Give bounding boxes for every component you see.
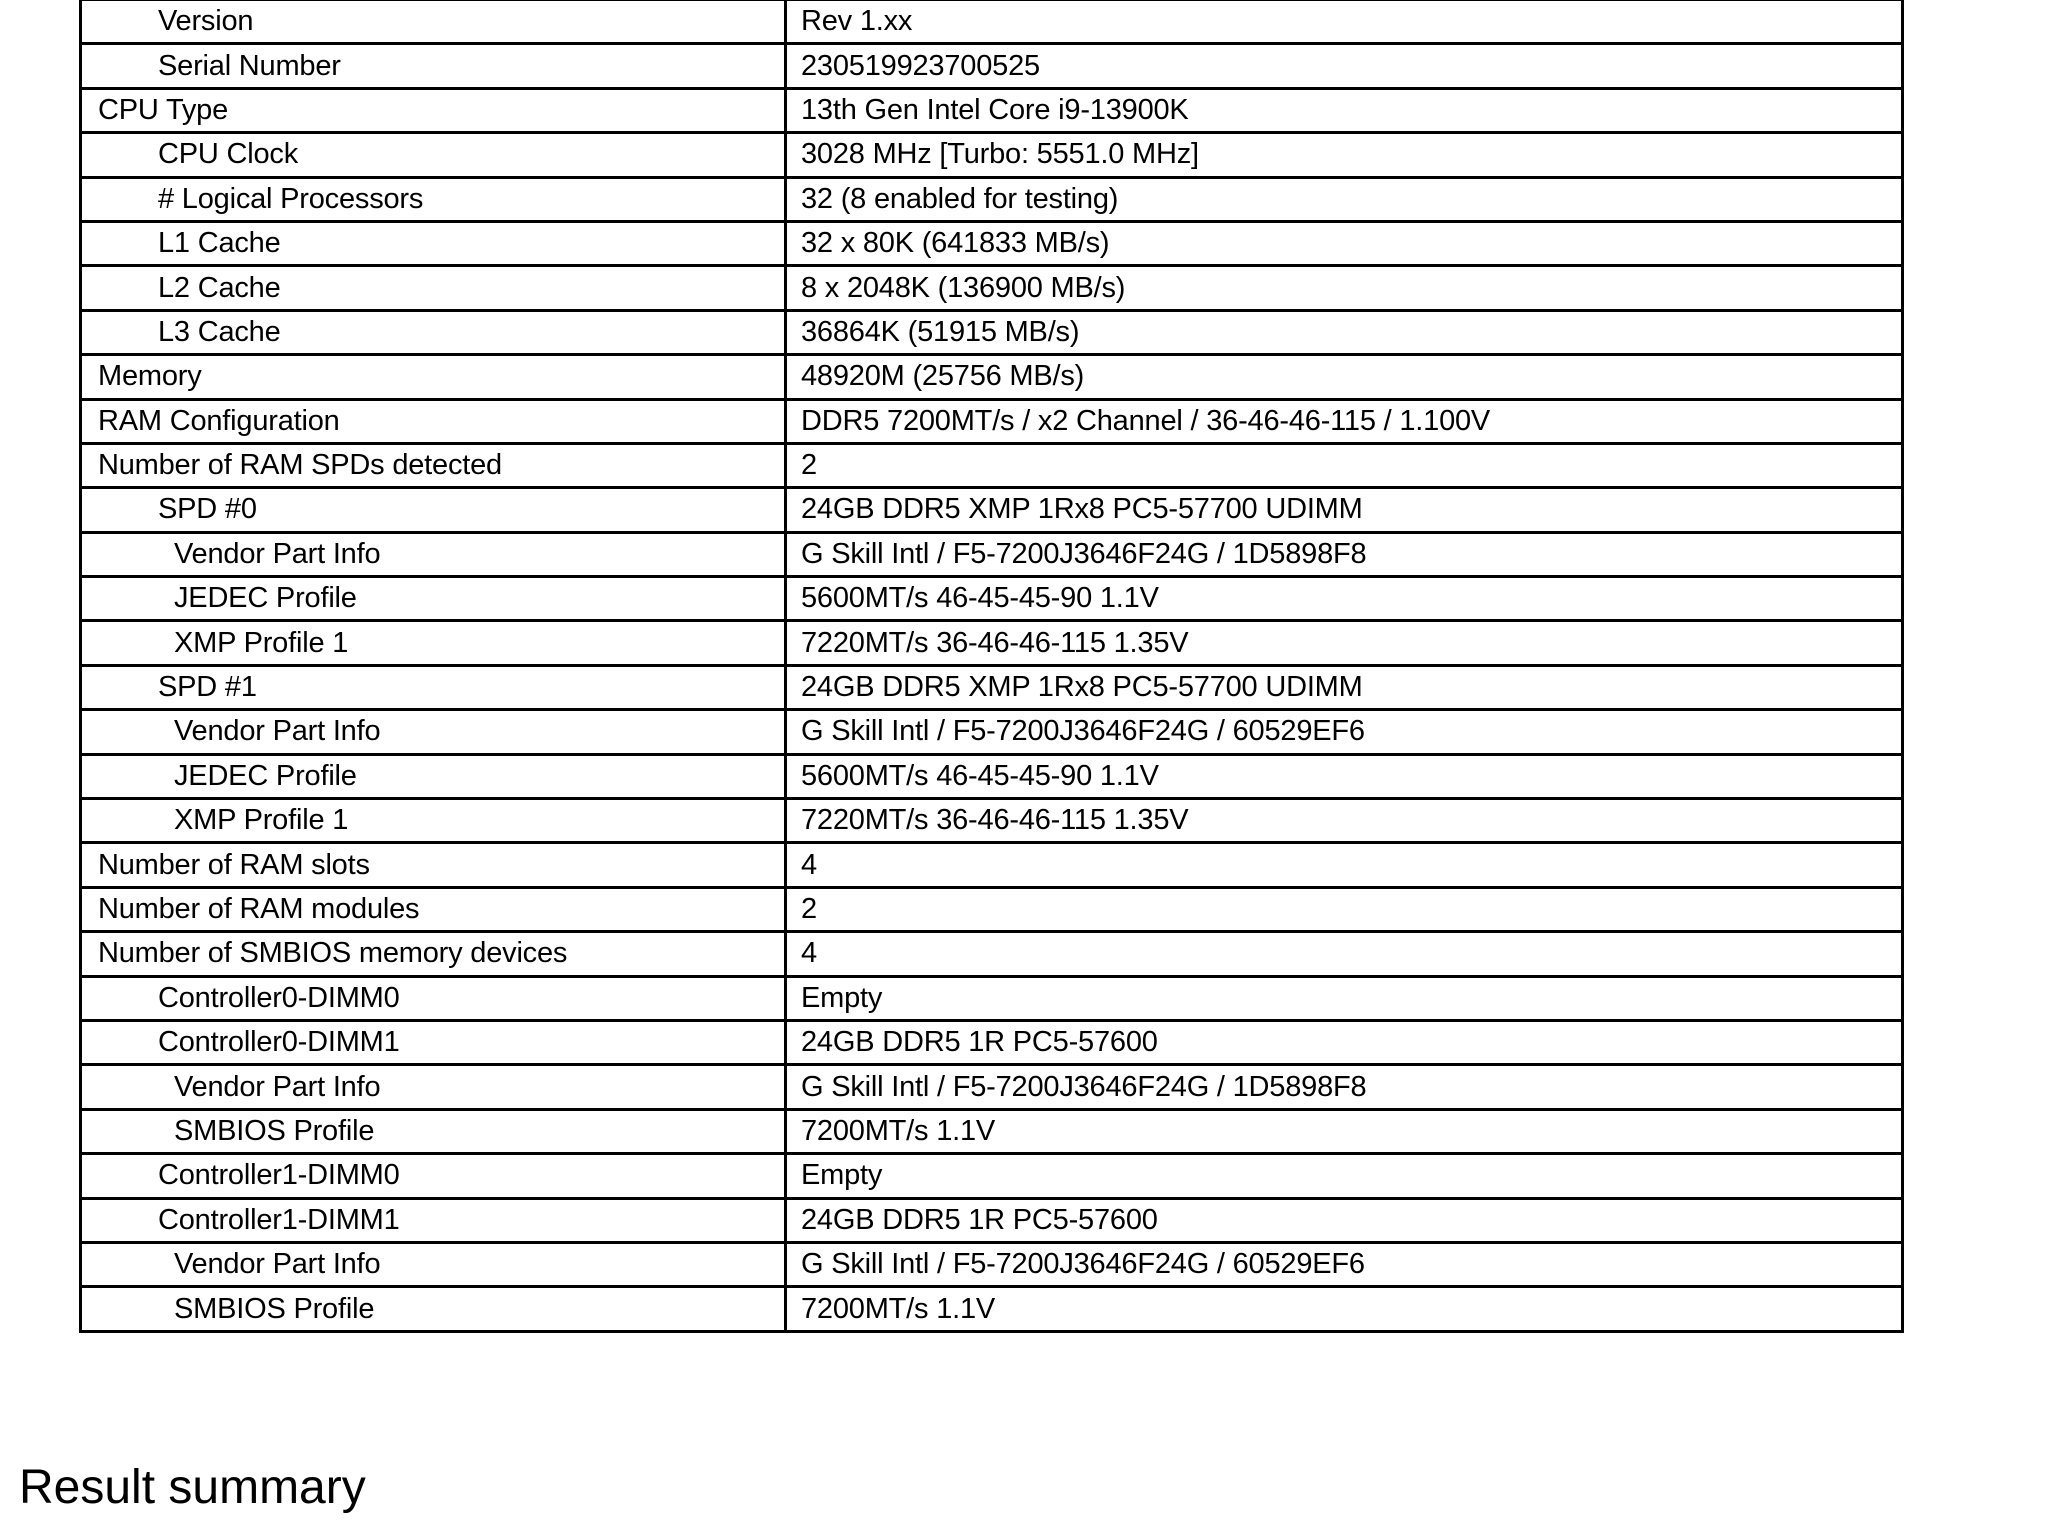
table-row	[81, 1154, 1903, 1198]
row-label: Number of SMBIOS memory devices	[81, 932, 786, 976]
row-value: 4	[786, 932, 1903, 976]
row-label: Controller0-DIMM1	[81, 1020, 786, 1064]
row-value: 8 x 2048K (136900 MB/s)	[786, 266, 1903, 310]
table-row	[81, 399, 1903, 443]
row-label: Number of RAM SPDs detected	[81, 443, 786, 487]
row-label: XMP Profile 1	[81, 799, 786, 843]
row-label: Controller0-DIMM0	[81, 976, 786, 1020]
system-info-table	[79, 0, 1904, 1333]
row-value: 24GB DDR5 1R PC5-57600	[786, 1020, 1903, 1064]
row-value: G Skill Intl / F5-7200J3646F24G / 1D5898F8	[786, 1065, 1903, 1109]
table-row	[81, 621, 1903, 665]
table-row	[81, 133, 1903, 177]
row-label: SMBIOS Profile	[81, 1109, 786, 1153]
table-row	[81, 1242, 1903, 1286]
row-value: G Skill Intl / F5-7200J3646F24G / 1D5898F8	[786, 532, 1903, 576]
row-value: 3028 MHz [Turbo: 5551.0 MHz]	[786, 133, 1903, 177]
table-row	[81, 1065, 1903, 1109]
row-value: G Skill Intl / F5-7200J3646F24G / 60529EF6	[786, 710, 1903, 754]
row-value: Rev 1.xx	[786, 0, 1903, 44]
row-label: Number of RAM slots	[81, 843, 786, 887]
table-row	[81, 355, 1903, 399]
row-value: 7220MT/s 36-46-46-115 1.35V	[786, 799, 1903, 843]
row-value: 7200MT/s 1.1V	[786, 1287, 1903, 1331]
row-label: CPU Type	[81, 88, 786, 132]
table-row	[81, 710, 1903, 754]
row-value: G Skill Intl / F5-7200J3646F24G / 60529EF6	[786, 1242, 1903, 1286]
row-label: Version	[81, 0, 786, 44]
row-value: Empty	[786, 1154, 1903, 1198]
row-value: 4	[786, 843, 1903, 887]
row-value: 2	[786, 443, 1903, 487]
row-label: SPD #0	[81, 488, 786, 532]
row-label: Vendor Part Info	[81, 1065, 786, 1109]
row-label: L3 Cache	[81, 310, 786, 354]
row-value: 7200MT/s 1.1V	[786, 1109, 1903, 1153]
table-row	[81, 221, 1903, 265]
row-label: CPU Clock	[81, 133, 786, 177]
table-row	[81, 177, 1903, 221]
row-value: 24GB DDR5 XMP 1Rx8 PC5-57700 UDIMM	[786, 488, 1903, 532]
row-label: Serial Number	[81, 44, 786, 88]
row-label: # Logical Processors	[81, 177, 786, 221]
system-info-section	[79, 0, 1904, 1333]
row-value: Empty	[786, 976, 1903, 1020]
row-label: RAM Configuration	[81, 399, 786, 443]
row-label: Controller1-DIMM1	[81, 1198, 786, 1242]
row-label: Number of RAM modules	[81, 887, 786, 931]
row-label: XMP Profile 1	[81, 621, 786, 665]
table-row	[81, 887, 1903, 931]
table-row	[81, 0, 1903, 44]
table-row	[81, 1287, 1903, 1331]
row-label: JEDEC Profile	[81, 754, 786, 798]
row-label: Vendor Part Info	[81, 1242, 786, 1286]
row-value: 5600MT/s 46-45-45-90 1.1V	[786, 754, 1903, 798]
table-row	[81, 932, 1903, 976]
row-value: 48920M (25756 MB/s)	[786, 355, 1903, 399]
table-row	[81, 1020, 1903, 1064]
row-value: 7220MT/s 36-46-46-115 1.35V	[786, 621, 1903, 665]
table-row	[81, 488, 1903, 532]
table-row	[81, 266, 1903, 310]
table-row	[81, 1198, 1903, 1242]
table-row	[81, 754, 1903, 798]
table-row	[81, 1109, 1903, 1153]
result-summary-heading: Result summary	[19, 1461, 366, 1514]
row-label: Vendor Part Info	[81, 710, 786, 754]
row-value: 13th Gen Intel Core i9-13900K	[786, 88, 1903, 132]
table-row	[81, 44, 1903, 88]
table-row	[81, 976, 1903, 1020]
row-label: Memory	[81, 355, 786, 399]
row-label: SPD #1	[81, 665, 786, 709]
row-value: 2	[786, 887, 1903, 931]
row-value: DDR5 7200MT/s / x2 Channel / 36-46-46-115 / 1.100V	[786, 399, 1903, 443]
row-label: JEDEC Profile	[81, 577, 786, 621]
system-info-table-body	[81, 0, 1903, 1331]
row-value: 5600MT/s 46-45-45-90 1.1V	[786, 577, 1903, 621]
table-row	[81, 799, 1903, 843]
table-row	[81, 532, 1903, 576]
row-label: SMBIOS Profile	[81, 1287, 786, 1331]
table-row	[81, 310, 1903, 354]
row-value: 32 x 80K (641833 MB/s)	[786, 221, 1903, 265]
row-value: 230519923700525	[786, 44, 1903, 88]
row-label: Controller1-DIMM0	[81, 1154, 786, 1198]
table-row	[81, 665, 1903, 709]
table-row	[81, 443, 1903, 487]
row-value: 36864K (51915 MB/s)	[786, 310, 1903, 354]
row-label: L1 Cache	[81, 221, 786, 265]
table-row	[81, 88, 1903, 132]
row-value: 24GB DDR5 1R PC5-57600	[786, 1198, 1903, 1242]
row-value: 24GB DDR5 XMP 1Rx8 PC5-57700 UDIMM	[786, 665, 1903, 709]
row-value: 32 (8 enabled for testing)	[786, 177, 1903, 221]
table-row	[81, 577, 1903, 621]
table-row	[81, 843, 1903, 887]
row-label: Vendor Part Info	[81, 532, 786, 576]
row-label: L2 Cache	[81, 266, 786, 310]
